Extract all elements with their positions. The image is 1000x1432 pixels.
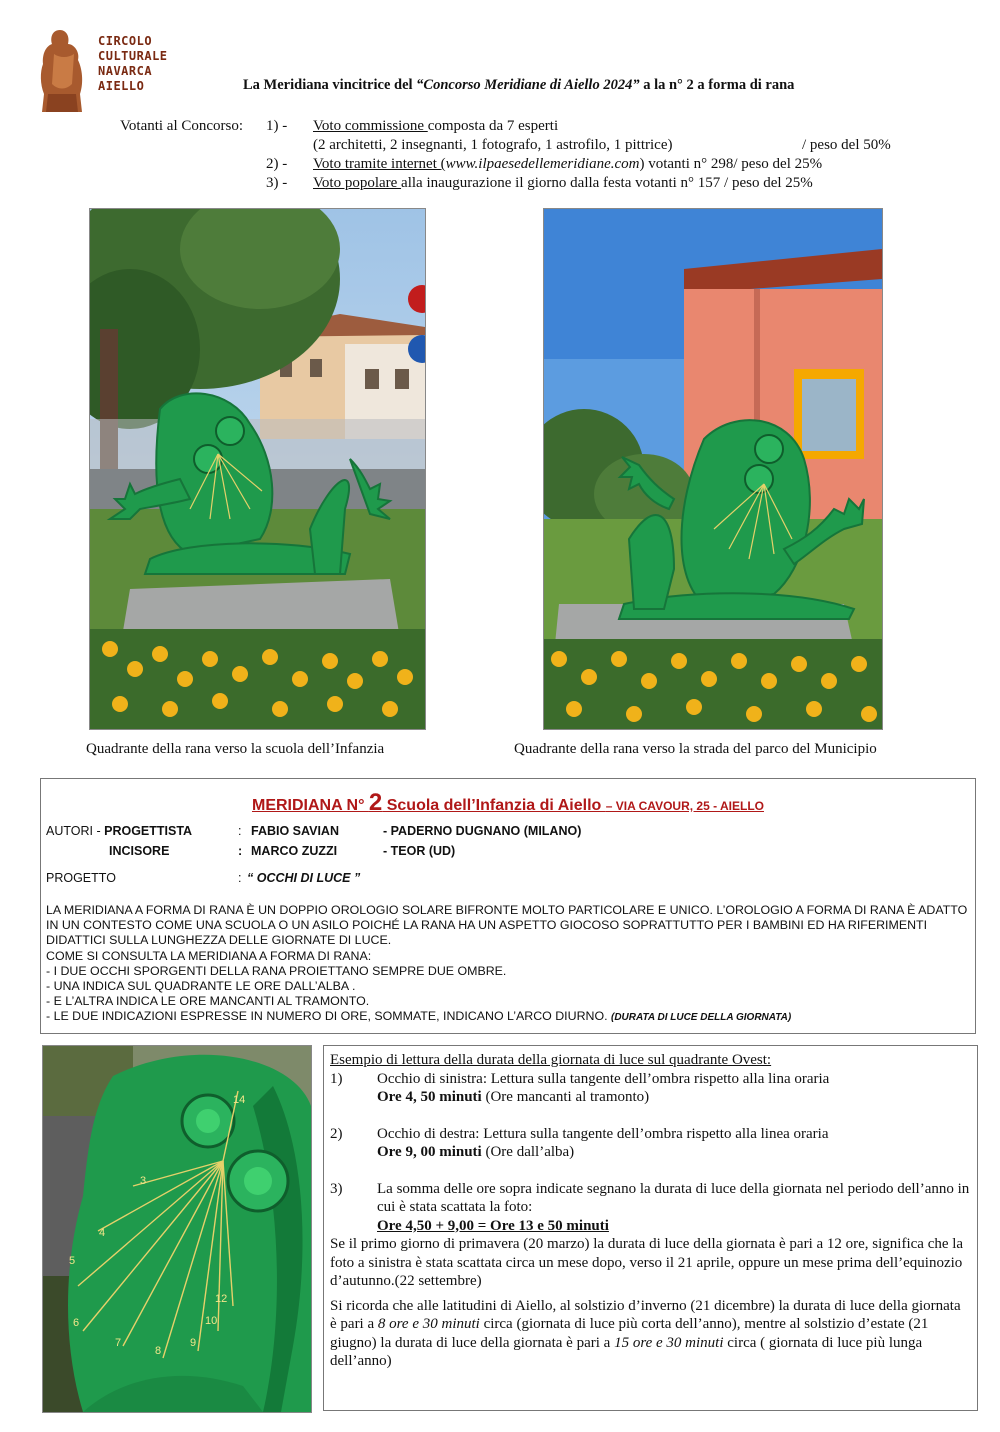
dial-number: 14 [233,1094,246,1106]
logo-line: CULTURALE [98,49,168,63]
step-1: 1) Occhio di sinistra: Lettura sulla tangente dell’ombra rispetto alla lina oraria Ore 4, 50 minuti (Ore mancanti al tramonto) [330,1070,830,1105]
vote-number-1: 1) - [266,118,288,134]
colon: : [238,871,242,885]
meridian-description [46,903,971,1026]
logo-text [98,34,168,94]
designer-name: FABIO SAVIAN [251,824,339,838]
photo-frog-school [89,208,426,730]
engraver-label: INCISORE [109,844,170,858]
photo-dial-closeup [42,1045,312,1413]
description-line: LA MERIDIANA A FORMA DI RANA È UN DOPPIO OROLOGIO SOLARE BIFRONTE MOLTO PARTICOLARE E UNICO. L’OROLOGIO A FORMA DI RANA È ADATTO IN UN CONTESTO COME UNA SCUOLA O UN ASILO POICHÉ LA RANA HA UN ASPETTO GIOCOSO SOPRATTUTTO PER I BAMBINI ED HA RIFERIMENTI DIDATTICI SULLA LUNGHEZZA DELLE GIORNATE DI LUCE. [46,903,968,948]
description-line: - UNA INDICA SUL QUADRANTE LE ORE DALL’ALBA . [46,979,356,994]
dial-number: 8 [155,1345,162,1357]
description-line: - LE DUE INDICAZIONI ESPRESSE IN NUMERO DI ORE, SOMMATE, INDICANO L’ARCO DIURNO. (DURATA DI LUCE DELLA GIORNATA) [46,1009,792,1024]
engraver-place: - TEOR (UD) [383,844,456,858]
votes-label: Votanti al Concorso: [120,118,244,134]
colon: : [238,824,242,838]
logo-line: AIELLO [98,79,145,93]
vote-commission-weight: / peso del 50% [802,137,891,153]
project-name: “ OCCHI DI LUCE ” [247,871,361,885]
dial-number: 6 [73,1317,80,1329]
meridian-info-box [40,778,976,1034]
vote-popular: Voto popolare alla inaugurazione il giorno dalla festa votanti n° 157 / peso del 25% [313,175,813,191]
project-label: PROGETTO [46,871,116,885]
reading-example-box [323,1045,978,1411]
authors-label: AUTORI - PROGETTISTA [46,824,193,838]
designer-place: - PADERNO DUGNANO (MILANO) [383,824,582,838]
vote-internet: Voto tramite internet (www.ilpaesedellemeridiane.com) votanti n° 298/ peso del 25% [313,156,823,172]
vote-commission-detail: (2 architetti, 2 insegnanti, 1 fotografo, 1 astrofilo, 1 pittrice) [313,137,673,153]
dial-number: 5 [69,1255,76,1267]
reading-heading: Esempio di lettura della durata della giornata di luce sul quadrante Ovest: [330,1052,772,1068]
photo-frog-municipio [543,208,883,730]
vote-number-2: 2) - [266,156,288,172]
logo-line: NAVARCA [98,64,153,78]
solstice-paragraph: Si ricorda che alle latitudini di Aiello, al solstizio d’inverno (21 dicembre) la durata di luce della giornata è pari a 8 ore e 30 minuti circa (giornata di luce più corta dell’anno), mentre al solstizio d’estate (21 giugno) la durata di luce della giornata è pari a 15 ore e 30 minuti circa ( giornata di luce più lunga dell’anno) [330,1297,961,1369]
description-line: - E L’ALTRA INDICA LE ORE MANCANTI AL TRAMONTO. [46,994,370,1009]
dial-number: 7 [115,1337,122,1349]
dial-number: 9 [190,1337,197,1349]
description-line: - I DUE OCCHI SPORGENTI DELLA RANA PROIETTANO SEMPRE DUE OMBRE. [46,963,507,978]
caption-right: Quadrante della rana verso la strada del parco del Municipio [514,741,877,757]
dial-number: 4 [99,1227,106,1239]
club-logo [30,24,94,118]
dial-number: 12 [215,1293,228,1305]
dial-number: 3 [140,1175,147,1187]
engraver-name: MARCO ZUZZI [251,844,338,858]
meridian-heading: MERIDIANA N° 2 Scuola dell’Infanzia di Aiello – VIA CAVOUR, 25 - AIELLO [252,789,764,816]
description-line: COME SI CONSULTA LA MERIDIANA A FORMA DI RANA: [46,948,372,963]
caption-left: Quadrante della rana verso la scuola dell’Infanzia [86,741,385,757]
dial-number: 10 [205,1315,218,1327]
colon: : [238,844,243,858]
vote-commission: Voto commissione composta da 7 esperti [313,118,559,134]
page-title: La Meridiana vincitrice del “Concorso Meridiane di Aiello 2024” a la n° 2 a forma di rana [243,77,795,93]
step-2: 2) Occhio di destra: Lettura sulla tangente dell’ombra rispetto alla linea oraria Ore 9, 00 minuti (Ore dall’alba) [330,1125,829,1160]
spring-paragraph: Se il primo giorno di primavera (20 marzo) la durata di luce della giornata è pari a 12 ore, significa che la foto a sinistra è stata scattata circa un mese dopo, verso il 21 aprile, oppure un mese prima dell’equinozio d’autunno.(22 settembre) [330,1236,964,1289]
step-3: 3) La somma delle ore sopra indicate segnano la durata di luce della giornata nel periodo dell’anno in cui è stata scattata la foto: Ore 4,50 + 9,00 = Ore 13 e 50 minuti [330,1180,970,1234]
vote-number-3: 3) - [266,175,288,191]
logo-line: CIRCOLO [98,34,153,48]
